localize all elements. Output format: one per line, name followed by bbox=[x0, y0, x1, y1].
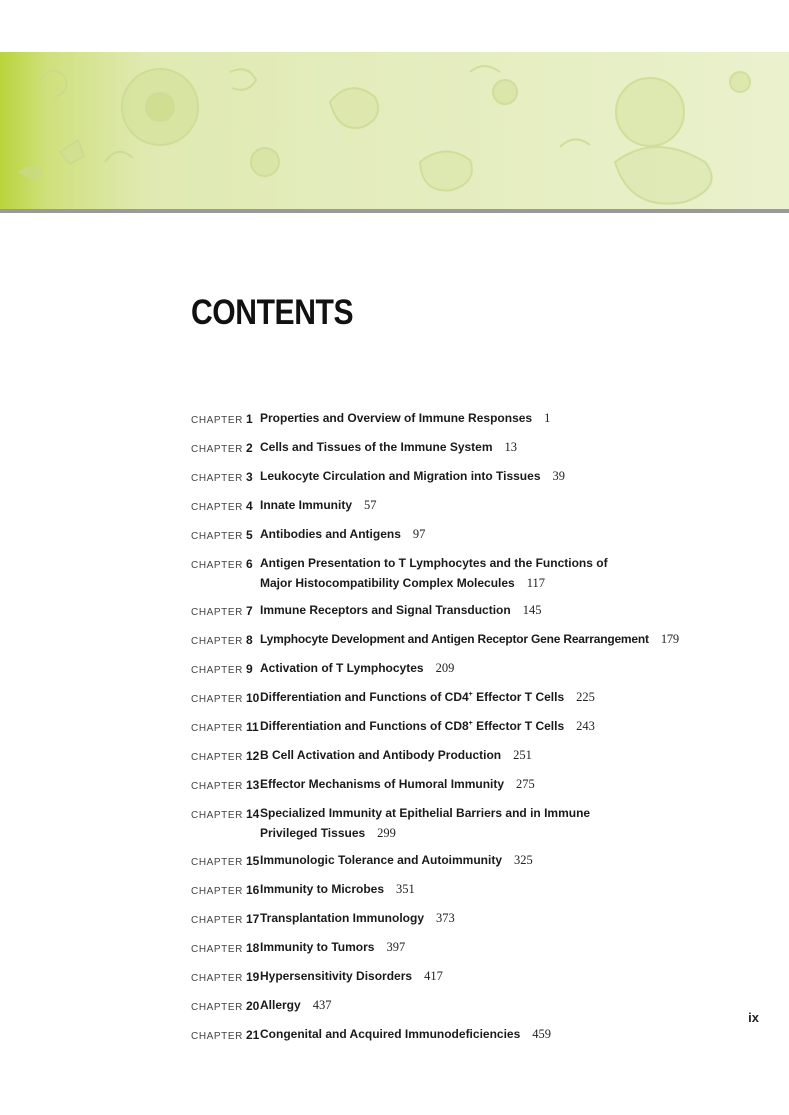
toc-entry-chapter-15[interactable] bbox=[191, 851, 751, 872]
chapter-title[interactable]: Specialized Immunity at Epithelial Barriers and in Immune Privileged Tissues 299 bbox=[260, 806, 591, 840]
toc-entry-chapter-5[interactable] bbox=[191, 525, 751, 546]
page-number: 13 bbox=[504, 440, 518, 454]
chapter-label: CHAPTER 18 bbox=[191, 941, 260, 955]
chapter-label: CHAPTER 7 bbox=[191, 604, 253, 618]
page-number: 57 bbox=[364, 498, 377, 512]
toc-entry-chapter-14[interactable] bbox=[191, 804, 751, 843]
chapter-number: 7 bbox=[245, 604, 253, 618]
page-number: 243 bbox=[576, 719, 595, 733]
page-number: 97 bbox=[412, 527, 426, 541]
toc-entry-chapter-16[interactable] bbox=[191, 880, 751, 901]
folio-page-number: ix bbox=[748, 1010, 759, 1025]
chapter-title[interactable]: Hypersensitivity Disorders 417 bbox=[260, 969, 443, 983]
page-number: 299 bbox=[377, 825, 396, 840]
chapter-label: CHAPTER 1 bbox=[191, 412, 253, 426]
chapter-title[interactable]: Lymphocyte Development and Antigen Receptor Gene Rearrangement 179 bbox=[260, 632, 679, 646]
toc-entry-chapter-20[interactable] bbox=[191, 996, 751, 1017]
chapter-title[interactable]: Antigen Presentation to T Lymphocytes and the Functions of Major Histocompatibility Complex Molecules 117 bbox=[260, 556, 608, 590]
toc-entry-chapter-10[interactable] bbox=[191, 688, 751, 709]
page-number: 209 bbox=[435, 661, 455, 675]
toc-entry-chapter-18[interactable] bbox=[191, 938, 751, 959]
chapter-number: 4 bbox=[245, 499, 253, 513]
toc-entry-chapter-6[interactable] bbox=[191, 554, 751, 593]
chapter-label: CHAPTER 6 bbox=[191, 557, 253, 571]
chapter-label: CHAPTER 4 bbox=[191, 499, 253, 513]
page-number: 351 bbox=[396, 882, 415, 896]
page-number: 1 bbox=[544, 411, 551, 425]
chapter-title[interactable]: Differentiation and Functions of CD8+ Effector T Cells 243 bbox=[260, 719, 595, 733]
chapter-title[interactable]: Effector Mechanisms of Humoral Immunity 275 bbox=[260, 777, 535, 791]
chapter-title[interactable]: Congenital and Acquired Immunodeficiencies 459 bbox=[260, 1027, 552, 1041]
chapter-number: 1 bbox=[245, 412, 253, 426]
chapter-label: CHAPTER 8 bbox=[191, 633, 253, 647]
table-of-contents bbox=[191, 409, 751, 1054]
toc-entry-chapter-3[interactable] bbox=[191, 467, 751, 488]
chapter-title[interactable]: Transplantation Immunology 373 bbox=[260, 911, 455, 925]
chapter-title[interactable]: B Cell Activation and Antibody Production 251 bbox=[260, 748, 532, 762]
toc-entry-chapter-13[interactable] bbox=[191, 775, 751, 796]
chapter-number: 15 bbox=[245, 854, 260, 868]
page-number: 39 bbox=[552, 469, 565, 483]
page-title: CONTENTS bbox=[191, 293, 354, 332]
page-number: 397 bbox=[386, 940, 406, 954]
toc-entry-chapter-1[interactable] bbox=[191, 409, 751, 430]
chapter-number: 3 bbox=[245, 470, 253, 484]
banner-rule bbox=[0, 209, 789, 213]
chapter-title[interactable]: Immunity to Microbes 351 bbox=[260, 882, 415, 896]
chapter-label: CHAPTER 15 bbox=[191, 854, 260, 868]
chapter-title[interactable]: Antibodies and Antigens 97 bbox=[260, 527, 426, 541]
chapter-label: CHAPTER 9 bbox=[191, 662, 253, 676]
chapter-label: CHAPTER 13 bbox=[191, 778, 260, 792]
chapter-number: 2 bbox=[245, 441, 253, 455]
chapter-label: CHAPTER 20 bbox=[191, 999, 260, 1013]
chapter-number: 11 bbox=[245, 720, 259, 734]
toc-entry-chapter-7[interactable] bbox=[191, 601, 751, 622]
chapter-label: CHAPTER 21 bbox=[191, 1028, 260, 1042]
chapter-title[interactable]: Immunity to Tumors 397 bbox=[260, 940, 406, 954]
page-number: 117 bbox=[526, 575, 546, 590]
chapter-label: CHAPTER 16 bbox=[191, 883, 260, 897]
toc-entry-chapter-19[interactable] bbox=[191, 967, 751, 988]
cell-illustration bbox=[0, 52, 789, 210]
page-number: 145 bbox=[522, 603, 542, 617]
chapter-label: CHAPTER 12 bbox=[191, 749, 260, 763]
chapter-label: CHAPTER 10 bbox=[191, 691, 260, 705]
chapter-number: 8 bbox=[245, 633, 253, 647]
page-number: 459 bbox=[532, 1027, 552, 1041]
page-number: 275 bbox=[516, 777, 535, 791]
toc-entry-chapter-9[interactable] bbox=[191, 659, 751, 680]
toc-entry-chapter-11[interactable] bbox=[191, 717, 751, 738]
page-number: 373 bbox=[436, 911, 455, 925]
chapter-number: 19 bbox=[245, 970, 260, 984]
chapter-number: 6 bbox=[245, 557, 253, 571]
chapter-number: 12 bbox=[245, 749, 260, 763]
chapter-label: CHAPTER 17 bbox=[191, 912, 260, 926]
toc-entry-chapter-4[interactable] bbox=[191, 496, 751, 517]
chapter-label: CHAPTER 3 bbox=[191, 470, 253, 484]
page-number: 225 bbox=[576, 690, 595, 704]
toc-entry-chapter-12[interactable] bbox=[191, 746, 751, 767]
chapter-title[interactable]: Immune Receptors and Signal Transduction 145 bbox=[260, 603, 542, 617]
page-number: 251 bbox=[513, 748, 532, 762]
page-number: 437 bbox=[312, 998, 332, 1012]
chapter-title[interactable]: Allergy 437 bbox=[260, 998, 332, 1012]
chapter-title[interactable]: Leukocyte Circulation and Migration into Tissues 39 bbox=[260, 469, 565, 483]
chapter-label: CHAPTER 2 bbox=[191, 441, 253, 455]
chapter-number: 21 bbox=[245, 1028, 260, 1042]
toc-entry-chapter-21[interactable] bbox=[191, 1025, 751, 1046]
toc-entry-chapter-17[interactable] bbox=[191, 909, 751, 930]
chapter-number: 17 bbox=[245, 912, 260, 926]
toc-entry-chapter-2[interactable] bbox=[191, 438, 751, 459]
chapter-number: 10 bbox=[245, 691, 260, 705]
chapter-number: 16 bbox=[245, 883, 260, 897]
chapter-title[interactable]: Innate Immunity 57 bbox=[260, 498, 377, 512]
chapter-number: 20 bbox=[245, 999, 260, 1013]
chapter-label: CHAPTER 11 bbox=[191, 720, 259, 734]
page-number: 325 bbox=[514, 853, 533, 867]
chapter-label: CHAPTER 14 bbox=[191, 807, 260, 821]
page-number: 417 bbox=[424, 969, 443, 983]
chapter-title[interactable]: Properties and Overview of Immune Responses 1 bbox=[260, 411, 551, 425]
chapter-label: CHAPTER 5 bbox=[191, 528, 253, 542]
chapter-title[interactable]: Differentiation and Functions of CD4+ Effector T Cells 225 bbox=[260, 690, 595, 704]
chapter-number: 13 bbox=[245, 778, 260, 792]
chapter-number: 18 bbox=[245, 941, 260, 955]
chapter-number: 14 bbox=[245, 807, 260, 821]
page-number: 179 bbox=[660, 632, 679, 646]
chapter-number: 5 bbox=[245, 528, 253, 542]
chapter-number: 9 bbox=[245, 662, 253, 676]
header-banner bbox=[0, 52, 789, 210]
chapter-label: CHAPTER 19 bbox=[191, 970, 260, 984]
chapter-title[interactable]: Activation of T Lymphocytes 209 bbox=[260, 661, 455, 675]
toc-entry-chapter-8[interactable] bbox=[191, 630, 751, 651]
chapter-title[interactable]: Cells and Tissues of the Immune System 13 bbox=[260, 440, 518, 454]
chapter-title[interactable]: Immunologic Tolerance and Autoimmunity 325 bbox=[260, 853, 533, 867]
